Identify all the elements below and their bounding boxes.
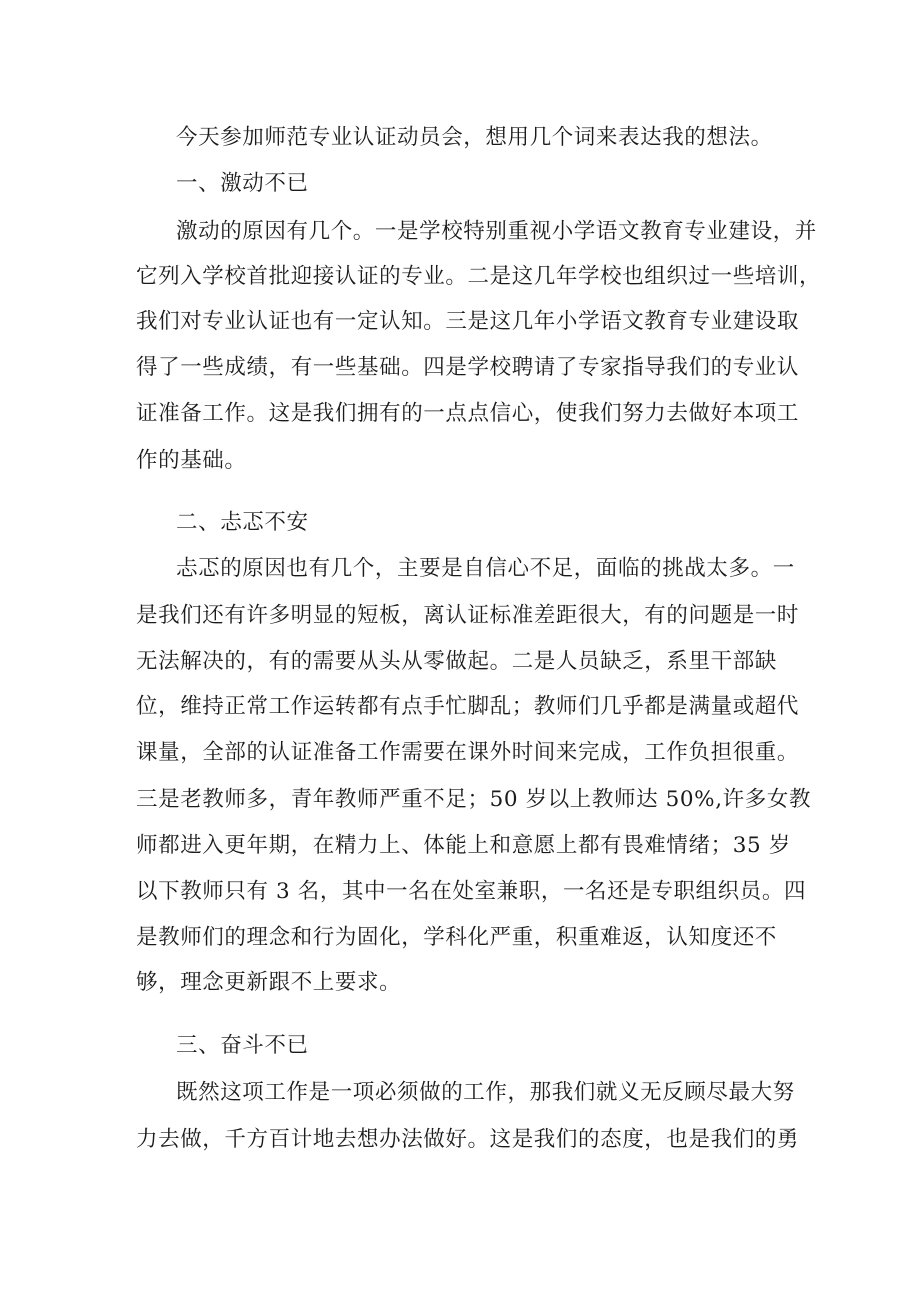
heading-section-2: 二、忐忑不安 <box>176 510 309 535</box>
paragraph-line: 得了一些成绩，有一些基础。四是学校聘请了专家指导我们的专业认 <box>136 355 800 380</box>
paragraph-intro: 今天参加师范专业认证动员会，想用几个词来表达我的想法。 <box>176 125 773 150</box>
paragraph-line: 三是老教师多，青年教师严重不足；50 岁以上教师达 50%,许多女教 <box>136 787 812 812</box>
paragraph-line: 位，维持正常工作运转都有点手忙脚乱；教师们几乎都是满量或超代 <box>136 694 800 719</box>
paragraph-line: 课量，全部的认证准备工作需要在课外时间来完成，工作负担很重。 <box>136 740 800 765</box>
paragraph-line: 够，理念更新跟不上要求。 <box>136 970 402 995</box>
heading-section-3: 三、奋斗不已 <box>176 1033 309 1058</box>
paragraph-line: 无法解决的，有的需要从头从零做起。二是人员缺乏，系里干部缺 <box>136 649 777 674</box>
paragraph-line: 是教师们的理念和行为固化，学科化严重，积重难返，认知度还不 <box>136 925 777 950</box>
paragraph-line: 证准备工作。这是我们拥有的一点点信心，使我们努力去做好本项工 <box>136 401 800 426</box>
paragraph-line: 作的基础。 <box>136 448 247 473</box>
paragraph-line: 既然这项工作是一项必须做的工作，那我们就义无反顾尽最大努 <box>176 1080 795 1105</box>
paragraph-line: 激动的原因有几个。一是学校特别重视小学语文教育专业建设，并 <box>176 219 817 244</box>
paragraph-line: 是我们还有许多明显的短板，离认证标准差距很大，有的问题是一时 <box>136 603 800 628</box>
paragraph-line: 忐忑的原因也有几个，主要是自信心不足，面临的挑战太多。一 <box>176 556 795 581</box>
paragraph-line: 它列入学校首批迎接认证的专业。二是这几年学校也组织过一些培训， <box>136 264 822 289</box>
paragraph-line: 我们对专业认证也有一定认知。三是这几年小学语文教育专业建设取 <box>136 309 800 334</box>
paragraph-line: 师都进入更年期，在精力上、体能上和意愿上都有畏难情绪；35 岁 <box>136 833 791 858</box>
heading-section-1: 一、激动不已 <box>176 171 309 196</box>
paragraph-line: 以下教师只有 3 名，其中一名在处室兼职，一名还是专职组织员。四 <box>136 879 807 904</box>
paragraph-line: 力去做，千方百计地去想办法做好。这是我们的态度，也是我们的勇 <box>136 1127 800 1152</box>
